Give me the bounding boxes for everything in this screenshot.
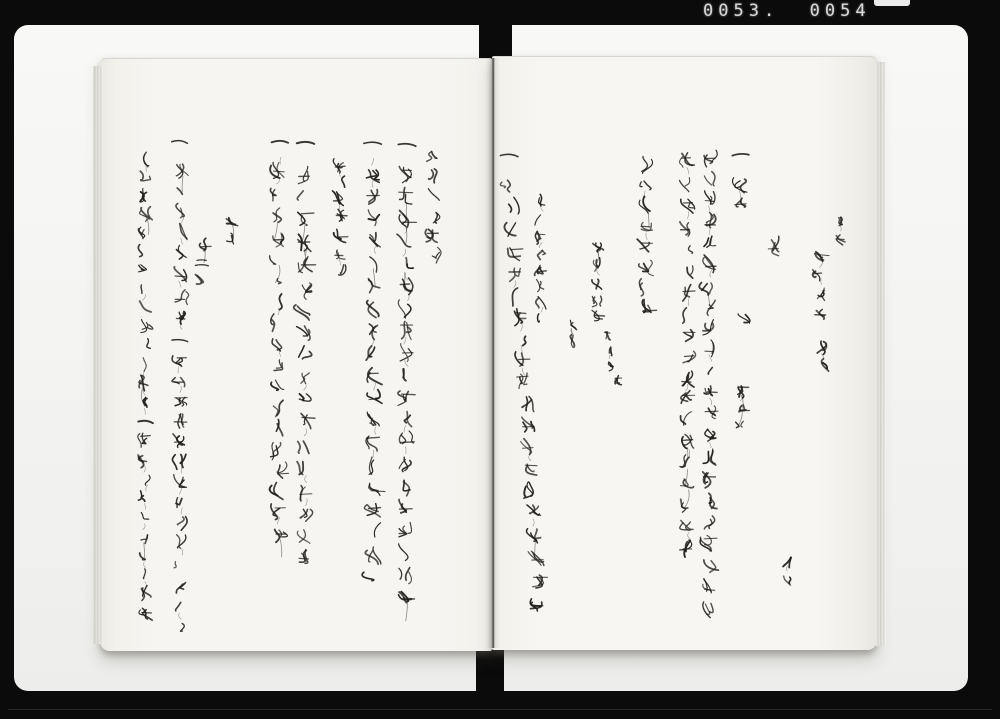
- corner-tab: [874, 0, 910, 6]
- frame-counter: 0053. 0054: [703, 1, 871, 21]
